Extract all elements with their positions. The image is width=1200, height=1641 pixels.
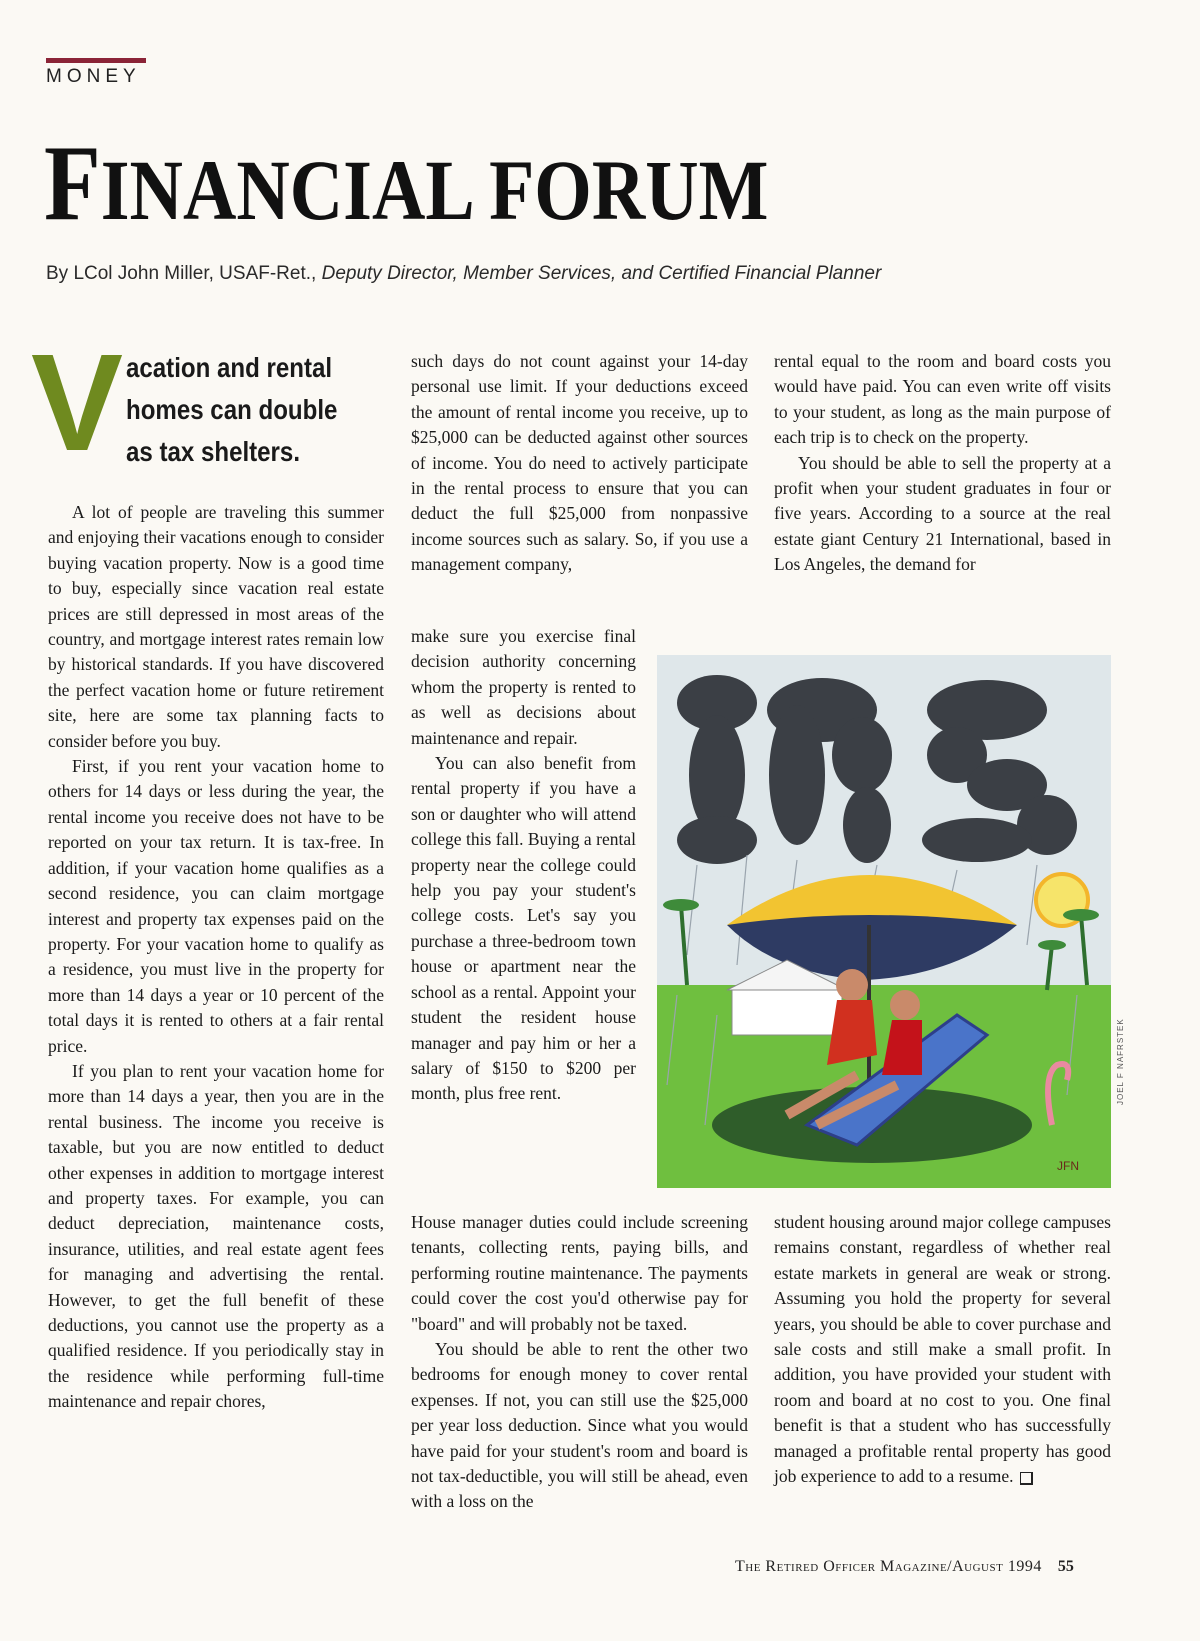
illustration-signature: JFN [1057,1159,1079,1173]
byline [46,263,881,285]
deck-text: acation and rental homes can double as tax shelters. [126,352,338,467]
page-number: 55 [1057,1558,1074,1575]
paragraph: You should be able to sell the property at a profit when your student graduates in four or five years. According to a source at the real estate giant Century 21 International, based in Los Angeles, the demand for [774,452,1111,575]
paragraph: If you plan to rent your vacation home for more than 14 days a year, then you are in the rental business. The income you receive is taxable, but you are now entitled to deduct other expenses in addition to mortgage interest and property taxes. For example, you can deduct depreciation, maintenance costs, insurance, utilities, and real estate agent fees for managing and advertising the rental. However, to get the full benefit of these deductions, you cannot use the property as a qualified residence. If you periodically stay in the residence while performing full-time maintenance and repair chores, [48,1060,384,1412]
column-1 [48,500,384,1415]
byline-author: By LCol John Miller, USAF-Ret., [46,263,317,284]
paragraph: First, if you rent your vacation home to others for 14 days or less during the year, the rental income you receive does not have to be reported on your tax return. It is tax-free. In addition, if your vacation home qualifies as a second residence, you can claim mortgage interest and property tax expenses paid on the property. For your vacation home to qualify as a residence, you must live in the property for more than 14 days a year or 10 percent of the total days it is rented to others at a fair rental price. [48,756,384,1056]
paragraph: rental equal to the room and board costs you would have paid. You can even write off visits to your student, as long as the main purpose of each trip is to check on the property. [774,351,1111,448]
column-3-top [774,349,1111,578]
page-footer [735,1558,1074,1576]
paragraph: House manager duties could include screening tenants, collecting rents, paying bills, and performing routine maintenance. The payments could cover the cost you'd otherwise pay for "board" and will probably not be taxed. [411,1212,748,1334]
paragraph: You can also benefit from rental property if you have a son or daughter who will attend college this fall. Buying a rental property near the college could help you pay your student's college costs. Let's say you purchase a three-bedroom town house or apartment near the school as a rental. Appoint your student the resident house manager and pay him or her a salary of $150 to $200 per month, plus free rent. [411,753,636,1104]
footer-magazine: The Retired Officer Magazine/August 1994 [735,1558,1042,1575]
dropcap-letter: V [30,326,124,480]
paragraph: student housing around major college campuses remains constant, regardless of whether real estate markets in general are weak or strong. Assuming you hold the property for several years, you should be able to cover purchase and sale costs and still make a small profit. In addition, you have provided your student with room and board at no cost to you. One final benefit is that a student who has successfully managed a profitable rental property has good job experience to add to a resume. [774,1212,1111,1487]
article-title [44,124,769,243]
section-rule [46,58,146,63]
dropcap-v [30,326,124,480]
paragraph: You should be able to rent the other two bedrooms for enough money to cover rental expenses. If not, you can still use the $25,000 per year loss deduction. Since what you would have paid for your student's room and board is not tax-deductible, you will still be ahead, even with a loss on the [411,1339,748,1512]
title-initial: F [44,124,101,243]
paragraph: A lot of people are traveling this summer and enjoying their vacations enough to consider buying vacation property. Now is a good time to buy, especially since vacation real estate prices are still depressed in most areas of the country, and mortgage interest rates remain low by historical standards. If you have discovered the perfect vacation home or future retirement site, here are some tax planning facts to consider before you buy. [48,502,384,751]
paragraph: make sure you exercise final decision authority concerning whom the property is rented to as well as decisions about maintenance and repair. [411,626,636,748]
irs-illustration [657,655,1111,1188]
paragraph: such days do not count against your 14-day personal use limit. If your deductions exceed the amount of rental income you receive, up to $25,000 can be deducted against other sources of income. You do need to actively participate in the rental process to ensure that you can deduct the full $25,000 from nonpassive income sources such as salary. So, if you use a management company, [411,351,748,575]
column-2-bottom [411,1210,748,1515]
section-label: MONEY [46,66,141,87]
byline-role: Deputy Director, Member Services, and Certified Financial Planner [321,263,882,284]
title-rest: INANCIAL FORUM [100,142,769,238]
column-2-narrow [411,624,636,1107]
column-2-top [411,349,748,578]
column-3-bottom [774,1210,1111,1489]
illustration-credit: JOEL F NAFRSTEK [1116,1018,1125,1105]
end-mark-icon [1020,1472,1033,1485]
